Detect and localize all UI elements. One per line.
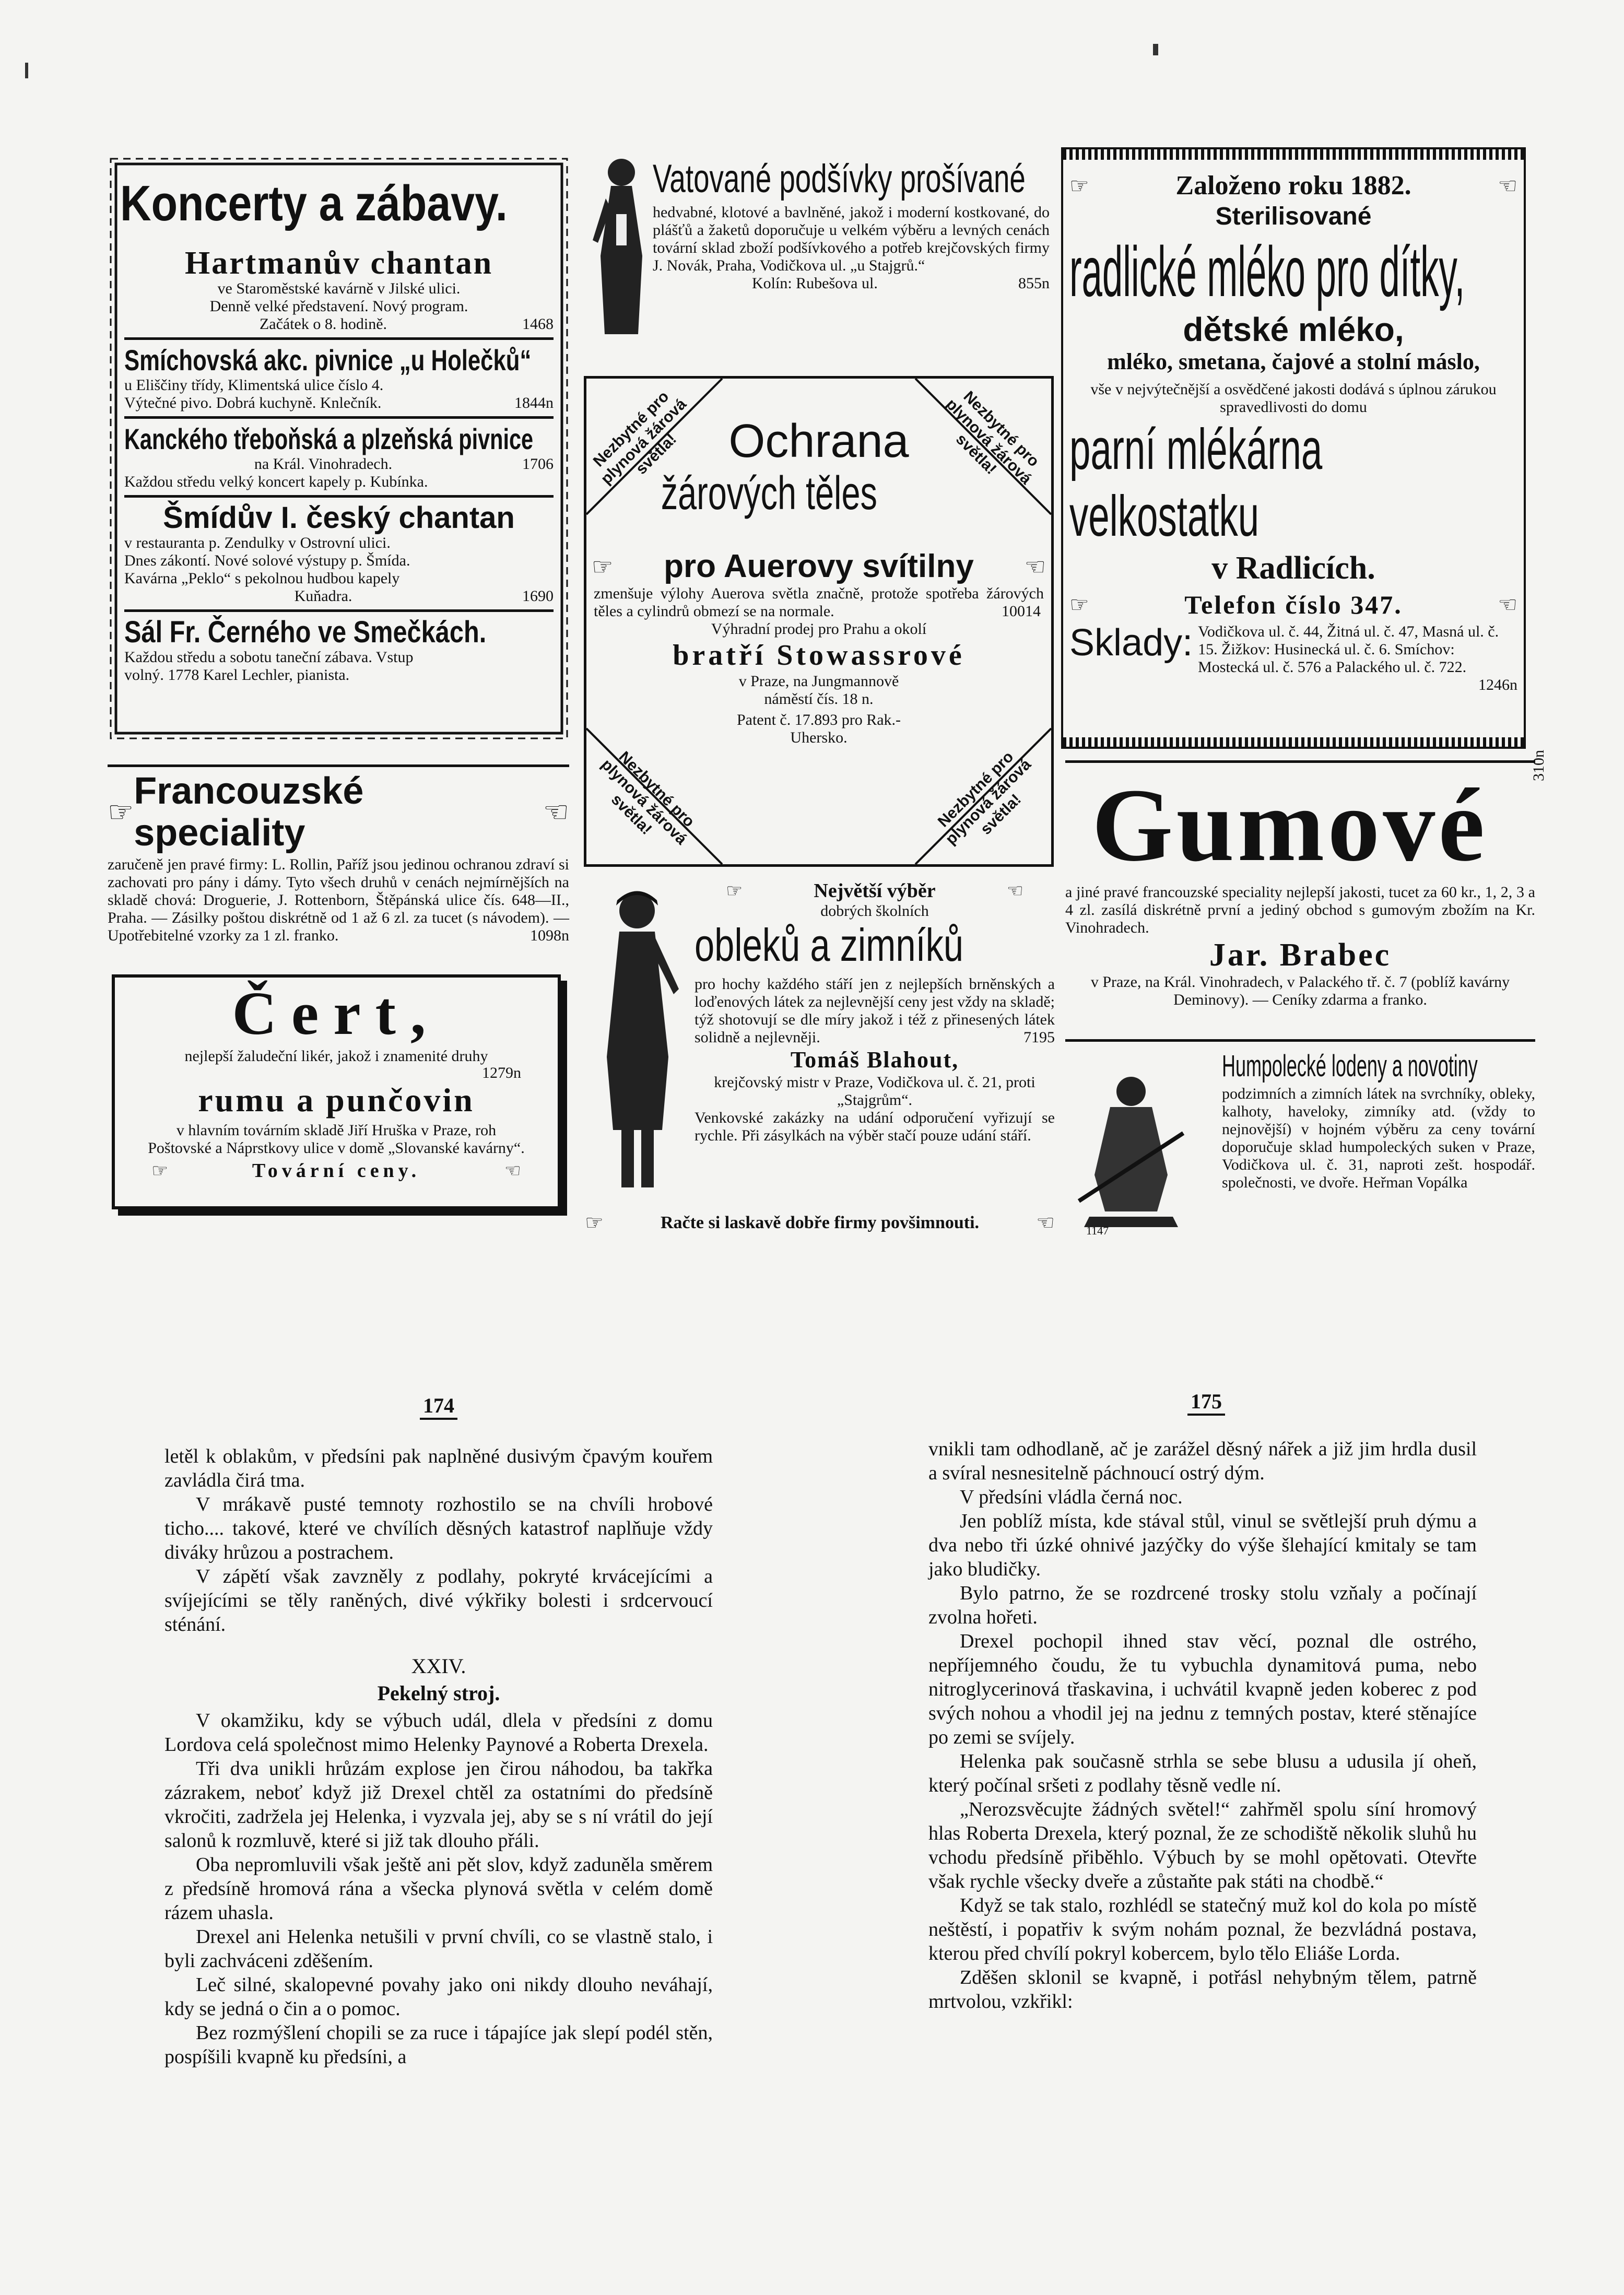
mleko-line: Sterilisované [1215, 203, 1372, 230]
ad-gumove [1065, 750, 1547, 1021]
ochrana-text: zmenšuje výlohy Auerova světla značně, protože spotřeba žárových těles a cylindrů obmezí se na normale. [594, 585, 1044, 620]
ad-code: 855n [1018, 275, 1050, 292]
ad-podsivky [580, 151, 1050, 352]
obleky-subtitle: dobrých školních [820, 902, 929, 920]
margin-mark [1153, 44, 1158, 55]
concert-line: Kuňadra. [294, 587, 352, 605]
concert-line: Každou středu a sobotu taneční zábava. Vstup [124, 649, 414, 666]
mleko-place: v Radlicích. [1211, 550, 1375, 586]
ochrana-title: žárových těles [661, 467, 877, 520]
gumove-heading: Gumové [1091, 768, 1488, 883]
ad-code: 7195 [1023, 1029, 1055, 1046]
ad-code: 1706 [522, 455, 554, 473]
cert-line: v hlavním továrním skladě Jiří Hruška v Praze, roh Poštovské a Náprstkovy ulice v domě „Slovanské kavárny“. [148, 1122, 525, 1157]
ad-obleky [580, 869, 1059, 1245]
concert-line: Kavárna „Peklo“ s pekolnou hudbou kapely [124, 570, 400, 587]
ochrana-title: Ochrana [728, 415, 909, 467]
paragraph: Oba nepromluvili však ještě ani pět slov, když zaduněla směrem z předsíně hromová rána a všecka plynová světla v celém domě rázem uhasla. [164, 1854, 713, 1924]
paragraph: Tři dva unikli hrůzám explose jen čirou náhodou, ba takřka zázrakem, neboť když již Drexel chtěl za ostatními do předsíně vkročiti, zadržela jej Helenka, i vyzvala jej, aby se s ní vrátil do její salonů k rozmluvě, které si již tak dlouho přáli. [164, 1758, 713, 1852]
margin-mark [25, 63, 28, 78]
ad-code: 1246n [1478, 676, 1517, 693]
obleky-heading: obleků a zimníků [695, 919, 964, 971]
corner-text: Nezbytné pro plynová žárová světla! [590, 387, 690, 488]
mleko-headline: radlické mléko pro dítky, [1069, 232, 1465, 311]
cert-footer: Tovární ceny. [252, 1160, 421, 1182]
hand-icon: ☞ [108, 796, 134, 829]
mleko-line: mléko, smetana, čajové a stolní máslo, [1107, 349, 1480, 374]
mleko-phone: Telefon číslo 347. [1184, 590, 1403, 619]
concert-line: Dnes zákontí. Nové solové výstupy p. Šmída. [124, 552, 410, 569]
hand-icon: ☞ [585, 1211, 604, 1234]
concerts-heading: Koncerty a zábavy. [120, 175, 508, 231]
humpolecke-text: podzimních a zimních látek na svrchníky, obleky, kalhoty, haveloky, zimníky atd. (vždy to nejnovější) v hojném výběru za ceny tovární doporučuje sklad humpoleckých suken v Praze, Vodičkova ul. č. 31, naproti zešt. hospodář. společnosti, ve dvoře. Heřman Vopálka [1222, 1085, 1535, 1191]
mleko-sklady-text: Vodičkova ul. č. 44, Žitná ul. č. 47, Masná ul. č. 15. Žižkov: Husinecká ul. č. 6. Smíchov: Mostecká ul. č. 576 a Palackého ul. č. 722. [1198, 623, 1499, 676]
concert-title: Kanckého třeboňská a plzeňská pivnice [124, 422, 534, 455]
paragraph: letěl k oblakům, v předsíni pak naplněné dusivým čpavým kouřem zavládla čirá tma. [164, 1445, 713, 1491]
obleky-extra: Venkovské zakázky na udání odporučení vyřizují se rychle. Při zásylkách na výběr stačí pouze udání stáří. [695, 1109, 1055, 1144]
ochrana-dealer-line: Výhradní prodej pro Prahu a okolí [711, 620, 927, 638]
chapter-title: Pekelný stroj. [377, 1681, 500, 1705]
ochrana-subtitle: pro Auerovy svítilny [664, 548, 974, 584]
concert-line: v restauranta p. Zendulky v Ostrovní ulici. [124, 534, 391, 551]
concert-line: u Eliščiny třídy, Klimentská ulice číslo 4. [124, 376, 384, 394]
mleko-line: vše v nejvýtečnější a osvědčené jakosti dodává s úplnou zárukou spravedlivosti do domu [1090, 381, 1497, 416]
mleko-headline2: parní mlékárna velkostatku [1069, 417, 1323, 548]
hand-icon: ☜ [504, 1160, 521, 1181]
paragraph: Drexel pochopil ihned stav věcí, poznal dle ostrého, nepříjemného čoudu, že tu vybuchla dynamitová puma, nebo nitroglycerinová třaskavina, i uchvátil kvapně jeden koberec z pod svých nohou a vhodil jej na jednu z temných postav, které stěnajíce po zemi se svíjely. [928, 1630, 1477, 1748]
article-right [928, 1437, 1477, 2014]
paragraph: Leč silné, skalopevné povahy jako oni nikdy dlouho neváhají, kdy se jedná o čin a o pomoc. [164, 1974, 713, 2020]
hand-icon: ☞ [1069, 174, 1089, 198]
ornament-top [1063, 149, 1524, 160]
paragraph: Zděšen sklonil se kvapně, i potřásl nehybným tělem, patrně mrtvolou, vzkřikl: [928, 1967, 1477, 2012]
concert-title: Hartmanův chantan [184, 245, 493, 281]
hand-icon: ☞ [592, 554, 614, 580]
paragraph: V zápětí však zavzněly z podlahy, pokryté krvácejícími a svíjejícími se těly raněných, divé výkřiky bolesti i srdcervoucí sténání. [164, 1566, 713, 1635]
ochrana-dealer: bratří Stowassrové [673, 639, 965, 672]
ochrana-patent: Patent č. 17.893 pro Rak.-Uhersko. [736, 711, 901, 746]
cert-heading: Čert, [232, 979, 441, 1048]
ad-code: 1844n [514, 394, 554, 411]
cert-rum: rumu a punčovin [198, 1081, 475, 1119]
ad-code: 1147 [1086, 1224, 1109, 1237]
concert-title: Smíchovská akc. pivnice „u Holečků“ [124, 344, 532, 376]
obleky-text: pro hochy každého stáří jen z nejlepších brněnských a loďenových látek za nejlevnější ceny jest vždy na skladě; týž shotovují se dle míry jakož i též z přinesených látek solidně a nejlevněji. [695, 975, 1055, 1046]
mleko-sklady: Sklady: [1069, 622, 1193, 664]
gumove-name: Jar. Brabec [1209, 937, 1392, 973]
ochrana-address: v Praze, na Jungmannově náměstí čís. 18 n. [738, 673, 899, 708]
humpolecke-heading: Humpolecké lodeny a novotiny [1222, 1049, 1478, 1083]
hand-icon: ☜ [1498, 174, 1517, 198]
concert-line: Začátek o 8. hodině. [259, 315, 387, 333]
ad-concerts [109, 157, 569, 740]
ad-code: 1468 [522, 315, 554, 333]
paragraph: V mrákavě pusté temnoty rozhostilo se na chvíli hrobové ticho.... takové, které ve chvílích děsných katastrof naplňuje vždy diváky hrůzou a postrachem. [164, 1493, 713, 1563]
francouzske-text: zaručeně jen pravé firmy: L. Rollin, Paříž jsou jedinou ochranou zdraví si zachovati pro pány i dámy. Tyto všech druhů v cenách nejmírnějších na skladě chová: Droguerie, J. Rottenborn, Štěpánská ulice čís. 648—II., Praha. — Zásilky poštou diskrétně od 1 až 6 zl. za tucet (s návodem). — Upotřebitelné vzorky za 1 zl. franko. [108, 856, 569, 944]
paragraph: Helenka pak současně strhla se sebe blusu a udusila jí oheň, který počínal sršeti z podlahy těsně vedle ní. [928, 1750, 1477, 1796]
boy-illustration [595, 885, 679, 1198]
ad-humpolecke [1065, 1039, 1535, 1243]
ad-cert [112, 974, 561, 1209]
hand-icon: ☜ [1498, 593, 1517, 617]
paragraph: V předsíni vládla černá noc. [960, 1486, 1183, 1508]
hand-icon: ☞ [1069, 593, 1089, 617]
francouzske-heading: Francouzské speciality [134, 770, 364, 854]
mleko-founded: Založeno roku 1882. [1175, 171, 1411, 201]
paragraph: Bez rozmýšlení chopili se za ruce i tápajíce jak slepí podél stěn, pospíšili kvapně ku předsíni, a [164, 2022, 713, 2068]
podsivky-footer: Kolín: Rubešova ul. [752, 275, 878, 292]
corner-text: Nezbytné pro plynová žárová světla! [598, 748, 698, 848]
obleky-name: Tomáš Blahout, [790, 1047, 959, 1073]
corner-text: Nezbytné pro plynová žárová světla! [934, 748, 1034, 848]
article-left [164, 1444, 713, 2069]
hunter-illustration [1068, 1070, 1194, 1227]
paragraph: vnikli tam odhodlaně, ač je zarážel děsný nářek a již jim hrdla dusil a svíral nesnesitelně páchnoucí ostrý dým. [928, 1438, 1477, 1484]
obleky-footer: Račte si laskavě dobře firmy povšimnouti. [660, 1213, 980, 1232]
concert-title: Sál Fr. Černého ve Smečkách. [124, 615, 487, 649]
ad-code: 1690 [522, 587, 554, 605]
obleky-address: krejčovský mistr v Praze, Vodičkova ul. č. 21, proti „Stajgrům“. [714, 1074, 1035, 1109]
hand-icon: ☜ [1036, 1211, 1055, 1234]
concert-line: na Král. Vinohradech. [254, 455, 393, 473]
figure-illustration [590, 151, 653, 339]
ad-francouzske [108, 764, 569, 955]
ad-mleko [1061, 147, 1526, 749]
ad-code: 1279n [482, 1064, 521, 1081]
chapter-number: XXIV. [411, 1654, 466, 1678]
paragraph: V okamžiku, kdy se výbuch udál, dlela v předsíni z domu Lordova celá společnost mimo Helenky Paynové a Roberta Drexela. [164, 1710, 713, 1756]
paragraph: Drexel ani Helenka netušili v první chvíli, co se vlastně stalo, i byli zachváceni zděšením. [164, 1926, 713, 1972]
paragraph: Když se tak stalo, rozhlédl se statečný muž kol do kola po místě neštěstí, i popatřiv k svým nohám poznal, že bezvládná postava, kterou před chvílí pokryl kobercem, bylo tělo Eliáše Lorda. [928, 1894, 1477, 1964]
ad-ochrana [584, 376, 1054, 867]
ad-code: 10014 [1002, 603, 1041, 620]
hand-icon: ☞ [151, 1160, 169, 1181]
concert-line: Každou středu velký koncert kapely p. Kubínka. [124, 473, 428, 490]
podsivky-heading: Vatované podšívky prošívané [653, 157, 1026, 201]
ornament-bottom [1063, 737, 1524, 747]
paragraph: Jen poblíž místa, kde stával stůl, vinul se světlejší pruh dýmu a dva nebo tři úzké ohnivé jazýčky do výše šlehající kmitaly se tam jako bludičky. [928, 1510, 1477, 1580]
gumove-address: v Praze, na Král. Vinohradech, v Palackého tř. č. 7 (poblíž kavárny Deminovy). — Ceníky zdarma a franko. [1090, 973, 1510, 1008]
mleko-line: dětské mléko, [1183, 311, 1404, 348]
concert-line: Denně velké představení. Nový program. [209, 298, 468, 315]
corner-text: Nezbytné pro plynová žárová světla! [943, 387, 1043, 488]
concert-line: volný. 1778 Karel Lechler, pianista. [124, 666, 350, 684]
gumove-text: a jiné pravé francouzské speciality nejlepší jakosti, tucet za 60 kr., 1, 2, 3 a 4 zl. zasílá diskrétně první a jediný obchod s gumovým zbožím na Kr. Vinohradech. [1065, 884, 1535, 936]
hand-icon: ☜ [543, 796, 569, 829]
paragraph: Bylo patrno, že se rozdrcené trosky stolu vzňaly a počínají zvolna hořeti. [928, 1582, 1477, 1628]
cert-line: nejlepší žaludeční likér, jakož i znamenité druhy [184, 1048, 488, 1065]
hand-icon: ☜ [1006, 880, 1023, 901]
concert-line: ve Staroměstské kavárně v Jilské ulici. [217, 280, 461, 297]
concert-line: Výtečné pivo. Dobrá kuchyně. Knlečník. [124, 394, 382, 411]
hand-icon: ☜ [1024, 554, 1046, 580]
paragraph: „Nerozsvěcujte žádných světel!“ zahřměl spolu síní hromový hlas Roberta Drexela, který poznal, že ze schodiště několik sluhů hu vchodu předsíně přiběhlo. Výbuch by se mohl opětovati. Otevřte však rychle všecky dveře a zůstaňte pak státi na chodbě.“ [928, 1798, 1477, 1892]
concert-title: Šmídův I. český chantan [163, 501, 515, 535]
page-number: 175 [1187, 1389, 1225, 1416]
obleky-pretitle: Největší výběr [814, 880, 936, 902]
podsivky-text: hedvabné, klotové a bavlněné, jakož i moderní kostkované, do plášťů a žaketů doporučuje u velkém výběru a levných cenách tovární sklad zboží podšívkového a potřeb krejčovských firmy J. Novák, Praha, Vodičkova ul. „u Stajgrů.“ [653, 204, 1050, 274]
hand-icon: ☞ [726, 880, 743, 901]
page-number: 174 [420, 1393, 457, 1420]
ad-code: 310n [1530, 750, 1547, 781]
ad-code: 1098n [530, 927, 569, 944]
